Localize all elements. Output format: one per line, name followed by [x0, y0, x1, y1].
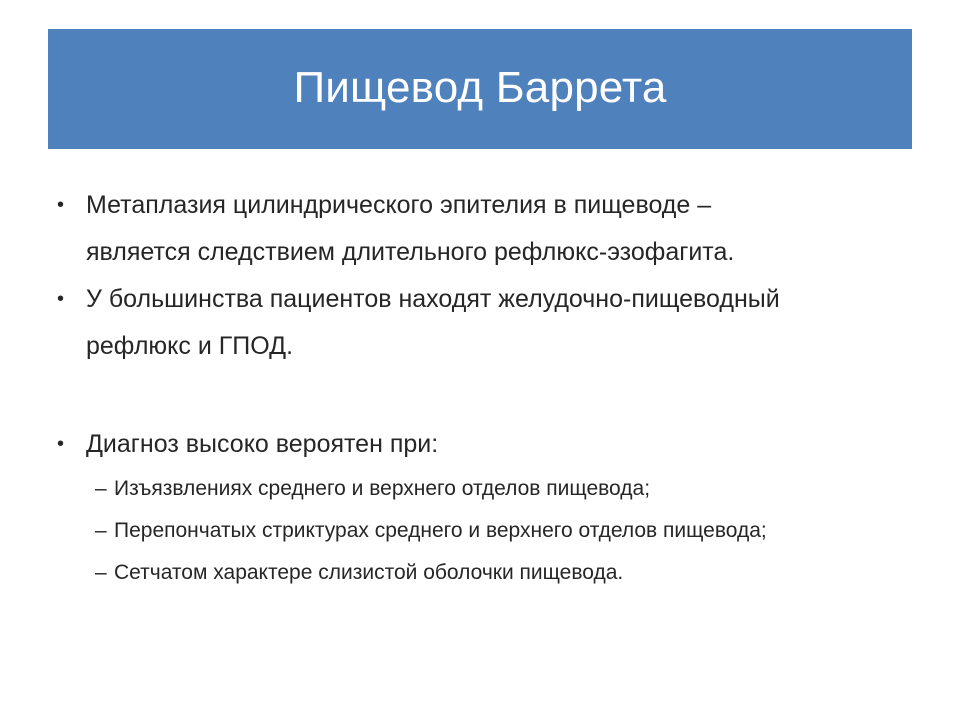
- slide-title: Пищевод Баррета: [293, 63, 667, 112]
- spacer: [57, 370, 907, 421]
- bullet-marker: •: [57, 433, 65, 455]
- bullet-item-3: [57, 421, 907, 468]
- bullet-2-line-1: У большинства пациентов находят желудочно-пищеводный: [86, 285, 780, 313]
- bullet-1-line-2: является следствием длительного рефлюкс-эзофагита.: [86, 238, 735, 266]
- sub-item-3: [57, 552, 907, 594]
- sub-marker: –: [95, 477, 107, 500]
- sub-marker: –: [95, 519, 107, 542]
- sub-item-1-text: Изъязвлениях среднего и верхнего отделов пищевода;: [114, 477, 651, 500]
- title-band: [48, 29, 912, 149]
- bullet-1-line-1: Метаплазия цилиндрического эпителия в пищеводе –: [86, 191, 712, 219]
- sub-item-1: [57, 468, 907, 510]
- sub-item-2: [57, 510, 907, 552]
- bullet-item-1: [57, 182, 907, 276]
- sub-item-2-text: Перепончатых стриктурах среднего и верхнего отделов пищевода;: [114, 519, 767, 542]
- bullet-marker: •: [57, 288, 65, 310]
- sub-marker: –: [95, 561, 107, 584]
- bullet-3-line-1: Диагноз высоко вероятен при:: [86, 430, 439, 458]
- bullet-item-2: [57, 276, 907, 370]
- sub-item-3-text: Сетчатом характере слизистой оболочки пищевода.: [114, 561, 624, 584]
- bullet-marker: •: [57, 194, 65, 216]
- bullet-2-line-2: рефлюкс и ГПОД.: [86, 332, 294, 360]
- content-area: [57, 182, 907, 594]
